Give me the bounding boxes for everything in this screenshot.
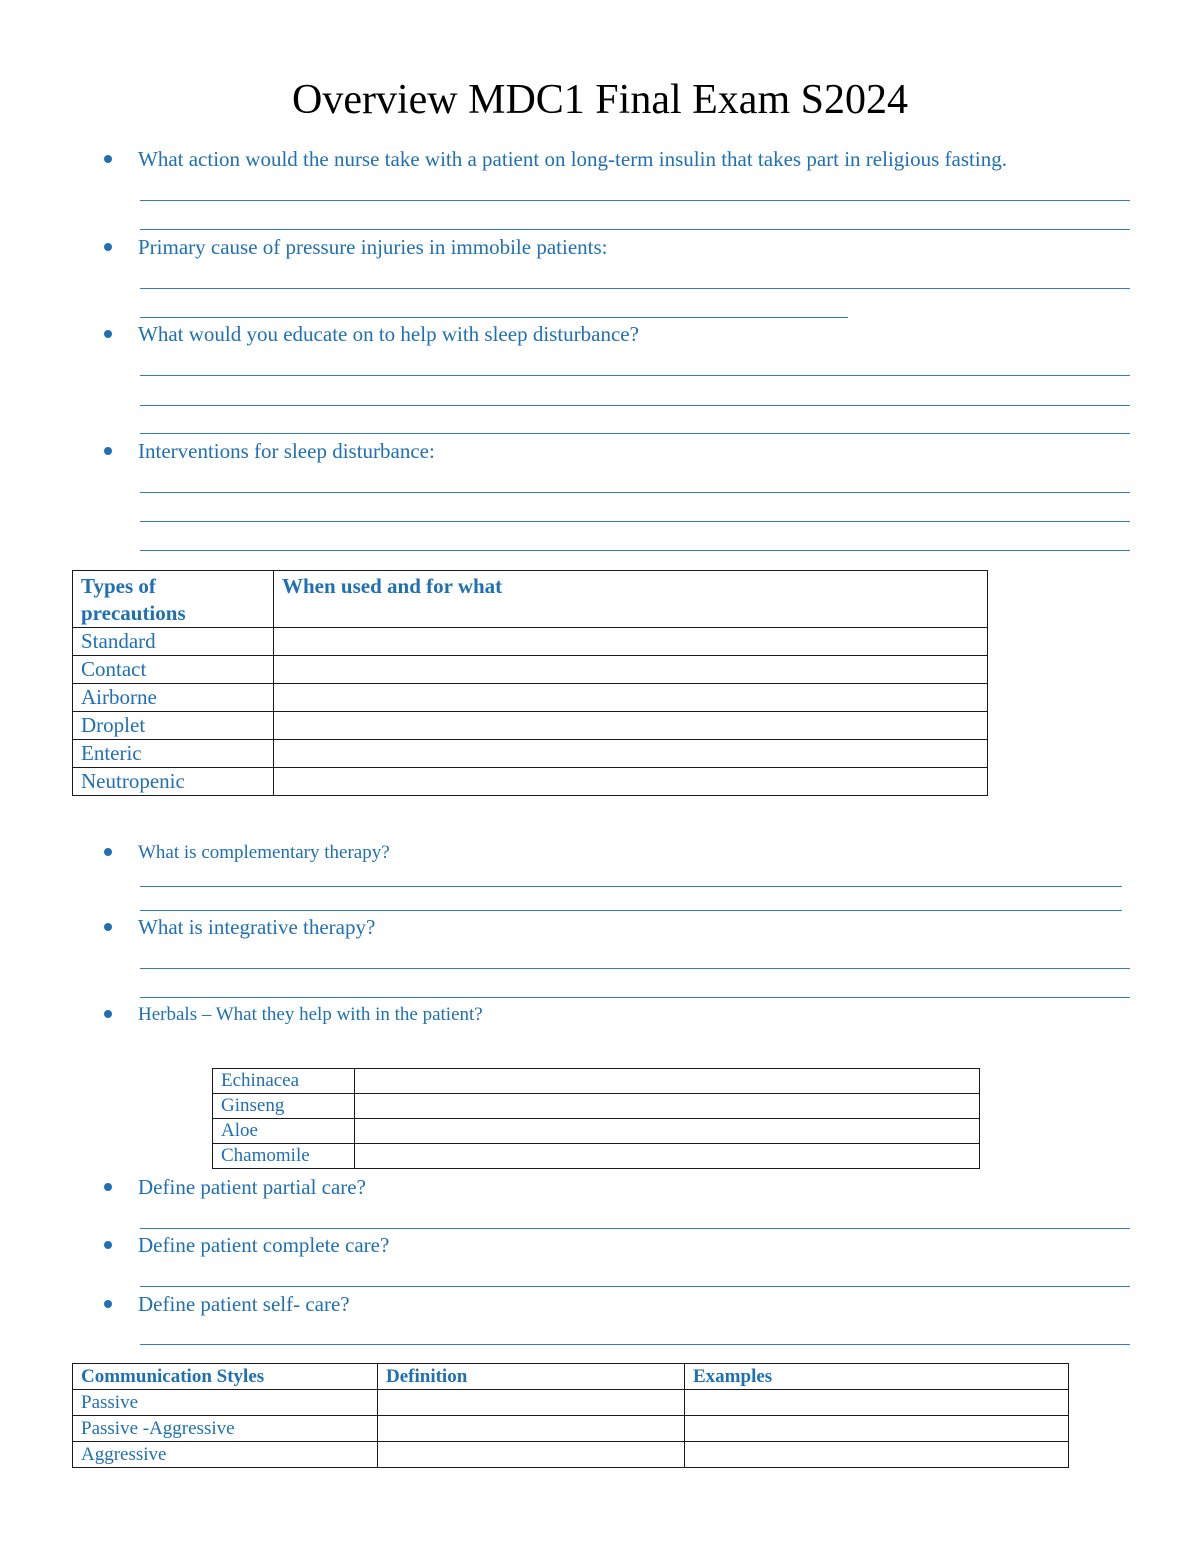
- table-header-row: [73, 1364, 1069, 1390]
- answer-cell[interactable]: [355, 1094, 980, 1119]
- header-communication-styles: Communication Styles: [73, 1364, 378, 1390]
- question-partial-care: [104, 1174, 366, 1200]
- herb-name: Ginseng: [213, 1094, 355, 1119]
- question-complementary-therapy: [104, 840, 390, 866]
- answer-line[interactable]: [140, 492, 1130, 493]
- answer-cell[interactable]: [685, 1442, 1069, 1468]
- question-text: What would you educate on to help with sleep disturbance?: [138, 322, 639, 346]
- question-integrative-therapy: [104, 914, 375, 940]
- question-text: Define patient complete care?: [138, 1233, 390, 1257]
- header-definition: Definition: [378, 1364, 685, 1390]
- question-text: Primary cause of pressure injuries in immobile patients:: [138, 235, 608, 259]
- communication-style: Aggressive: [73, 1442, 378, 1468]
- question-sleep-education: [104, 321, 639, 347]
- answer-line[interactable]: [140, 229, 1130, 230]
- table-row: [73, 768, 988, 796]
- answer-cell[interactable]: [378, 1390, 685, 1416]
- question-insulin-fasting: [104, 146, 1007, 172]
- bullet-icon: [104, 848, 112, 856]
- table-row: [73, 1416, 1069, 1442]
- answer-cell[interactable]: [355, 1069, 980, 1094]
- question-text: What action would the nurse take with a patient on long-term insulin that takes part in religious fasting.: [138, 147, 1007, 171]
- table-row: [213, 1094, 980, 1119]
- answer-line[interactable]: [140, 405, 1130, 406]
- question-text: Herbals – What they help with in the patient?: [138, 1004, 483, 1025]
- header-when-used: When used and for what: [274, 571, 988, 628]
- question-pressure-injuries: [104, 234, 607, 260]
- communication-styles-table: [72, 1363, 1069, 1468]
- bullet-icon: [104, 923, 112, 931]
- table-row: [73, 628, 988, 656]
- answer-line[interactable]: [140, 1344, 1130, 1345]
- answer-line[interactable]: [140, 997, 1130, 998]
- question-self-care: [104, 1291, 350, 1317]
- page-title: Overview MDC1 Final Exam S2024: [292, 77, 908, 123]
- bullet-icon: [104, 1183, 112, 1191]
- precaution-type: Enteric: [73, 740, 274, 768]
- answer-line[interactable]: [140, 288, 1130, 289]
- precaution-type: Contact: [73, 656, 274, 684]
- answer-cell[interactable]: [355, 1119, 980, 1144]
- question-text: Interventions for sleep disturbance:: [138, 439, 435, 463]
- answer-line[interactable]: [140, 433, 1130, 434]
- answer-line[interactable]: [140, 1228, 1130, 1229]
- bullet-icon: [104, 330, 112, 338]
- bullet-icon: [104, 1300, 112, 1308]
- header-types-of-precautions: Types of precautions: [73, 571, 274, 628]
- table-row: [213, 1144, 980, 1169]
- answer-cell[interactable]: [378, 1416, 685, 1442]
- table-row: [73, 684, 988, 712]
- question-herbals: [104, 1002, 483, 1028]
- bullet-icon: [104, 1010, 112, 1018]
- answer-line[interactable]: [140, 317, 848, 318]
- table-header-row: [73, 571, 988, 628]
- table-row: [73, 1442, 1069, 1468]
- bullet-icon: [104, 243, 112, 251]
- answer-line[interactable]: [140, 968, 1130, 969]
- precaution-type: Neutropenic: [73, 768, 274, 796]
- herb-name: Echinacea: [213, 1069, 355, 1094]
- header-examples: Examples: [685, 1364, 1069, 1390]
- precaution-type: Droplet: [73, 712, 274, 740]
- question-text: Define patient partial care?: [138, 1175, 366, 1199]
- question-text: What is integrative therapy?: [138, 915, 376, 939]
- herbs-table: [212, 1068, 980, 1169]
- answer-cell[interactable]: [274, 684, 988, 712]
- question-sleep-interventions: [104, 438, 435, 464]
- communication-style: Passive: [73, 1390, 378, 1416]
- table-row: [73, 1390, 1069, 1416]
- answer-line[interactable]: [140, 375, 1130, 376]
- precautions-table: [72, 570, 988, 796]
- question-text: What is complementary therapy?: [138, 842, 390, 863]
- answer-cell[interactable]: [274, 656, 988, 684]
- bullet-icon: [104, 155, 112, 163]
- answer-cell[interactable]: [378, 1442, 685, 1468]
- answer-cell[interactable]: [274, 768, 988, 796]
- answer-cell[interactable]: [274, 740, 988, 768]
- answer-line[interactable]: [140, 550, 1130, 551]
- question-complete-care: [104, 1232, 389, 1258]
- answer-line[interactable]: [140, 200, 1130, 201]
- answer-cell[interactable]: [685, 1390, 1069, 1416]
- answer-cell[interactable]: [355, 1144, 980, 1169]
- answer-line[interactable]: [140, 521, 1130, 522]
- answer-cell[interactable]: [274, 712, 988, 740]
- table-row: [213, 1069, 980, 1094]
- answer-cell[interactable]: [274, 628, 988, 656]
- table-row: [73, 740, 988, 768]
- communication-style: Passive -Aggressive: [73, 1416, 378, 1442]
- bullet-icon: [104, 1241, 112, 1249]
- bullet-icon: [104, 447, 112, 455]
- table-row: [73, 656, 988, 684]
- precaution-type: Airborne: [73, 684, 274, 712]
- question-text: Define patient self- care?: [138, 1292, 350, 1316]
- answer-line[interactable]: [140, 910, 1122, 911]
- table-row: [73, 712, 988, 740]
- herb-name: Aloe: [213, 1119, 355, 1144]
- herb-name: Chamomile: [213, 1144, 355, 1169]
- table-row: [213, 1119, 980, 1144]
- answer-line[interactable]: [140, 1286, 1130, 1287]
- precaution-type: Standard: [73, 628, 274, 656]
- answer-line[interactable]: [140, 886, 1122, 887]
- answer-cell[interactable]: [685, 1416, 1069, 1442]
